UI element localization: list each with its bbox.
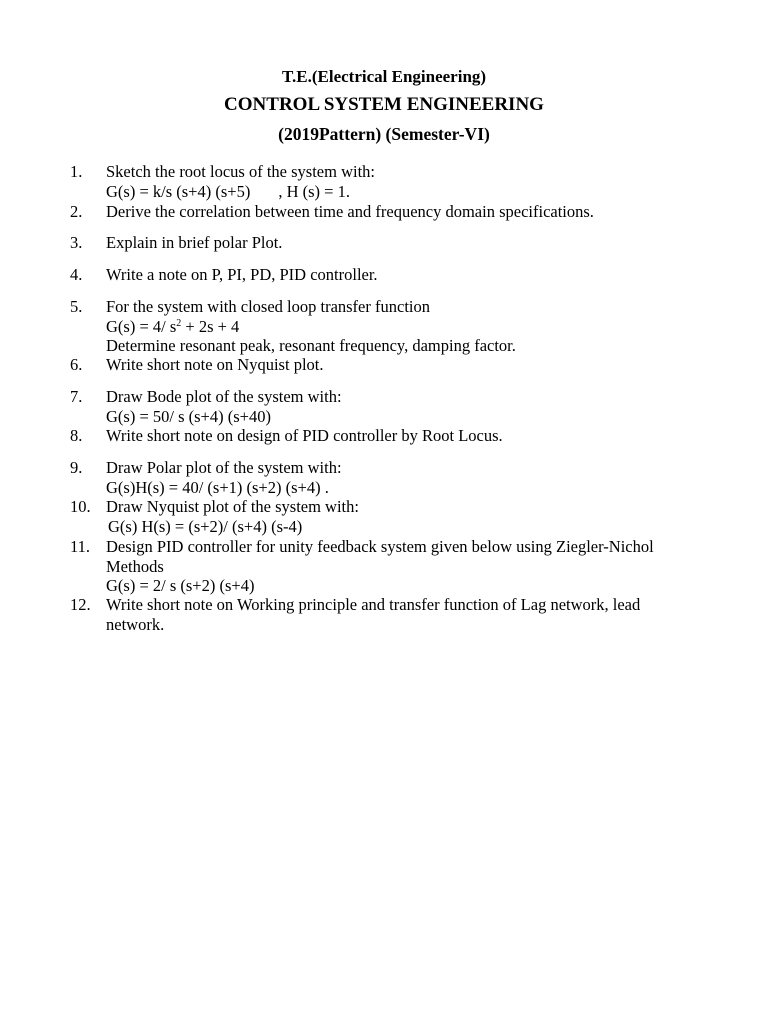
question-number: 1.	[70, 162, 83, 181]
question-number: 8.	[70, 426, 83, 445]
subject-title: CONTROL SYSTEM ENGINEERING	[224, 94, 544, 115]
question-equation: G(s) = 4/ $s^2 + 2s + 4$	[106, 316, 240, 336]
question-text: Write short note on design of PID controller by Root Locus.	[106, 426, 503, 445]
question-text: Draw Bode plot of the system with:	[106, 387, 342, 406]
pattern-semester: (2019Pattern) (Semester-VI)	[278, 124, 490, 144]
course-level: T.E.(Electrical Engineering)	[281, 67, 487, 86]
question-number: 12.	[70, 595, 91, 614]
question-text-continued: network.	[106, 614, 165, 634]
question-equation: G(s) H(s) = (s+2)/ (s+4) (s-4)	[108, 516, 303, 536]
question-text: Draw Nyquist plot of the system with:	[106, 497, 359, 516]
question-text: Explain in brief polar Plot.	[106, 233, 283, 252]
question-number: 9.	[70, 458, 83, 477]
question-number: 7.	[70, 387, 83, 406]
question-text: Write short note on Nyquist plot.	[106, 355, 324, 374]
question-text-continued: Determine resonant peak, resonant frequency, damping factor.	[106, 336, 516, 355]
question-number: 10.	[70, 497, 91, 516]
question-text-continued: Methods	[106, 556, 164, 576]
question-equation: G(s) = k/s (s+4) (s+5) , H (s) = 1.	[106, 181, 350, 201]
exponent: 2	[176, 317, 182, 329]
question-text: Draw Polar plot of the system with:	[106, 458, 342, 477]
question-text: Derive the correlation between time and frequency domain specifications.	[106, 202, 594, 221]
question-number: 4.	[70, 265, 83, 284]
question-number: 11.	[70, 537, 91, 556]
question-number: 6.	[70, 355, 83, 374]
question-number: 5.	[70, 297, 83, 316]
question-text: Sketch the root locus of the system with:	[106, 162, 376, 181]
question-equation: G(s) = 2/ s (s+2) (s+4)	[106, 576, 255, 595]
question-number: 3.	[70, 233, 83, 252]
question-equation: G(s)H(s) = 40/ (s+1) (s+2) (s+4) .	[106, 477, 329, 497]
question-text: Write short note on Working principle and transfer function of Lag network, lead	[106, 595, 641, 614]
question-text: Design PID controller for unity feedback system given below using Ziegler-Nichol	[106, 537, 654, 556]
question-text: Write a note on P, PI, PD, PID controller.	[106, 265, 378, 284]
question-text: For the system with closed loop transfer function	[106, 297, 430, 316]
question-number: 2.	[70, 202, 83, 221]
question-equation: G(s) = 50/ s (s+4) (s+40)	[106, 406, 271, 426]
